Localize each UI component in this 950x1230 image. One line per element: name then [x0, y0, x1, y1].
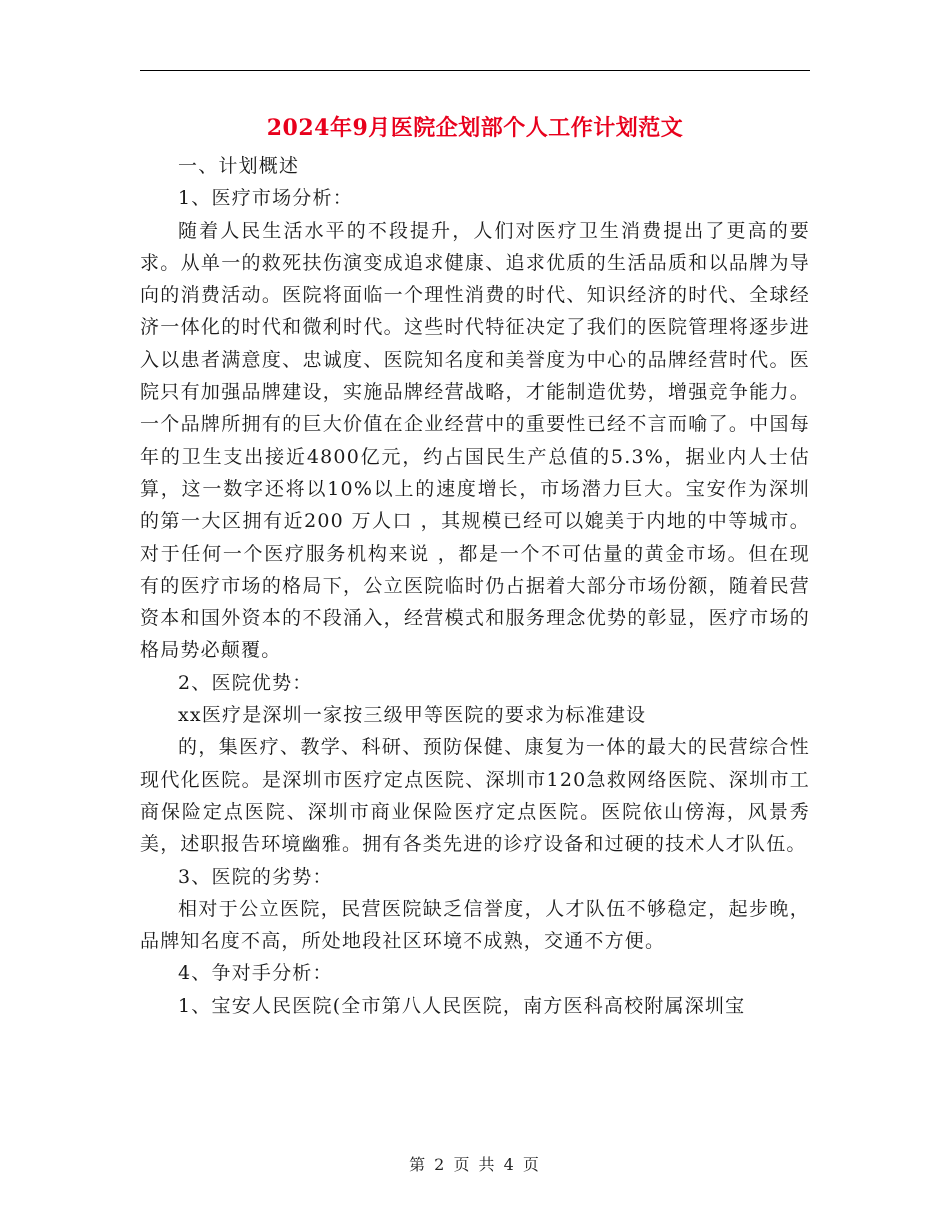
paragraph-advantages: 的，集医疗、教学、科研、预防保健、康复为一体的最大的民营综合性现代化医院。是深圳市医疗定点医院、深圳市120急救网络医院、深圳市工商保险定点医院、深圳市商业保险医疗定点医院。医院依山傍海，风景秀美，述职报告环境幽雅。拥有各类先进的诊疗设备和过硬的技术人才队伍。 — [140, 736, 810, 856]
paragraph-advantages-first-line: xx医疗是深圳一家按三级甲等医院的要求为标准建设 — [178, 704, 647, 727]
section-heading-overview: 一、计划概述 — [178, 155, 300, 177]
paragraph-competitor-1: 1、宝安人民医院(全市第八人民医院，南方医科高校附属深圳宝 — [178, 994, 746, 1017]
header-rule — [140, 70, 810, 71]
subheading-hospital-disadvantages: 3、医院的劣势： — [178, 865, 333, 888]
subheading-hospital-advantages: 2、医院优势： — [178, 671, 313, 694]
subheading-market-analysis: 1、医疗市场分析： — [178, 187, 353, 210]
document-title: 2024年9月医院企划部个人工作计划范文 — [266, 115, 684, 141]
document-body — [140, 150, 810, 1022]
paragraph-disadvantages: 相对于公立医院，民营医院缺乏信誉度，人才队伍不够稳定，起步晚，品牌知名度不高，所处地段社区环境不成熟，交通不方便。 — [140, 897, 810, 953]
paragraph-market-analysis: 随着人民生活水平的不段提升，人们对医疗卫生消费提出了更高的要求。从单一的救死扶伤演变成追求健康、追求优质的生活品质和以品牌为导向的消费活动。医院将面临一个理性消费的时代、知识经济的时代、全球经济一体化的时代和微利时代。这些时代特征决定了我们的医院管理将逐步进入以患者满意度、忠诚度、医院知名度和美誉度为中心的品牌经营时代。医院只有加强品牌建设，实施品牌经营战略，才能制造优势，增强竞争能力。一个品牌所拥有的巨大价值在企业经营中的重要性已经不言而喻了。中国每年的卫生支出接近4800亿元，约占国民生产总值的5.3%，据业内人士估算，这一数字还将以10%以上的速度增长，市场潜力巨大。宝安作为深圳的第一大区拥有近200 万人口 ，其规模已经可以媲美于内地的中等城市。对于任何一个医疗服务机构来说 ，都是一个不可估量的黄金市场。但在现有的医疗市场的格局下，公立医院临时仍占据着大部分市场份额，随着民营资本和国外资本的不段涌入，经营模式和服务理念优势的彰显，医疗市场的格局势必颠覆。 — [140, 219, 810, 662]
page-number: 第 2 页 共 4 页 — [409, 1155, 541, 1174]
subheading-competitor-analysis: 4、争对手分析： — [178, 962, 333, 985]
